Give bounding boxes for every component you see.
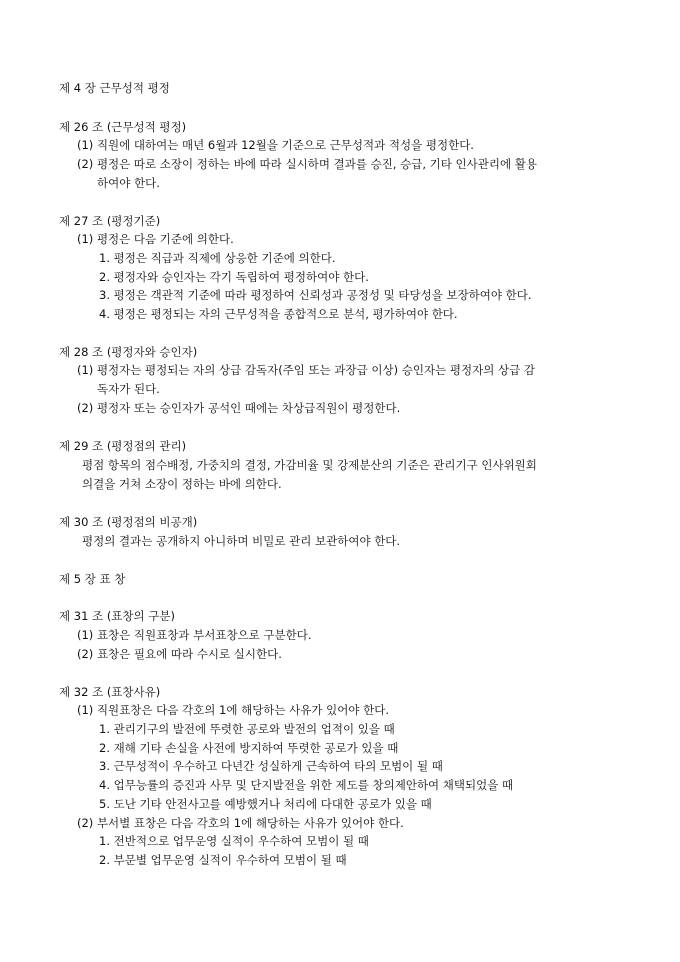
article-32-item-5: 5. 도난 기타 안전사고를 예방했거나 처리에 다대한 공로가 있을 때 <box>99 797 432 811</box>
article-26-title: 제 26 조 (근무성적 평정) <box>59 120 187 134</box>
article-26-para-2-cont: 하여야 한다. <box>97 176 160 190</box>
article-32-para-1: (1) 직원표창은 다음 각호의 1에 해당하는 사유가 있어야 한다. <box>77 703 390 717</box>
article-27-item-4: 4. 평정은 평정되는 자의 근무성적을 종합적으로 분석, 평가하여야 한다. <box>99 307 458 321</box>
article-31-para-2: (2) 표창은 필요에 따라 수시로 실시한다. <box>77 647 282 661</box>
chapter-5-heading: 제 5 장 표 창 <box>59 572 126 586</box>
article-32-item-4: 4. 업무능률의 증진과 사무 및 단지발전을 위한 제도를 창의제안하여 채택되었을 때 <box>99 778 514 792</box>
article-29-title: 제 29 조 (평정점의 관리) <box>59 439 187 453</box>
article-32-item-1: 1. 관리기구의 발전에 뚜렷한 공로와 발전의 업적이 있을 때 <box>99 722 395 736</box>
article-31-title: 제 31 조 (표창의 구분) <box>59 609 175 623</box>
article-32-dept-item-2: 2. 부문별 업무운영 실적이 우수하여 모범이 될 때 <box>99 853 347 867</box>
article-27-item-1: 1. 평정은 직급과 직제에 상응한 기준에 의한다. <box>99 251 336 265</box>
chapter-4-heading: 제 4 장 근무성적 평정 <box>59 81 170 95</box>
article-29-body: 평점 항목의 점수배정, 가중치의 결정, 가감비율 및 강제분산의 기준은 관리기구 인사위원회 <box>82 458 537 472</box>
article-32-item-3: 3. 근무성적이 우수하고 다년간 성실하게 근속하여 타의 모범이 될 때 <box>99 759 443 773</box>
article-28-para-1: (1) 평정자는 평정되는 자의 상급 감독자(주임 또는 과장급 이상) 승인자는 평정자의 상급 감 <box>77 363 535 377</box>
article-29-body-cont: 의결을 거쳐 소장이 정하는 바에 의한다. <box>82 477 282 491</box>
article-27-para-1: (1) 평정은 다음 기준에 의한다. <box>77 232 234 246</box>
article-27-item-3: 3. 평정은 객관적 기준에 따라 평정하여 신뢰성과 공정성 및 타당성을 보장하여야 한다. <box>99 288 532 302</box>
article-26-para-1: (1) 직원에 대하여는 매년 6월과 12월을 기준으로 근무성적과 적성을 평정한다. <box>77 138 474 152</box>
article-28-para-2: (2) 평정자 또는 승인자가 공석인 때에는 차상급직원이 평정한다. <box>77 401 401 415</box>
article-32-title: 제 32 조 (표창사유) <box>59 685 161 699</box>
article-30-title: 제 30 조 (평정점의 비공개) <box>59 515 198 529</box>
article-32-item-2: 2. 재해 기타 손실을 사전에 방지하여 뚜렷한 공로가 있을 때 <box>99 741 399 755</box>
article-31-para-1: (1) 표창은 직원표창과 부서표창으로 구분한다. <box>77 628 312 642</box>
article-26-para-2: (2) 평정은 따로 소장이 정하는 바에 따라 실시하며 결과를 승진, 승급, 기타 인사관리에 활용 <box>77 157 537 171</box>
article-32-dept-item-1: 1. 전반적으로 업무운영 실적이 우수하여 모범이 될 때 <box>99 834 369 848</box>
article-30-body: 평정의 결과는 공개하지 아니하며 비밀로 관리 보관하여야 한다. <box>82 534 401 548</box>
article-32-para-2: (2) 부서별 표창은 다음 각호의 1에 해당하는 사유가 있어야 한다. <box>77 816 404 830</box>
article-27-title: 제 27 조 (평정기준) <box>59 214 161 228</box>
article-27-item-2: 2. 평정자와 승인자는 각기 독립하여 평정하여야 한다. <box>99 270 369 284</box>
article-28-para-1-cont: 독자가 된다. <box>97 382 160 396</box>
article-28-title: 제 28 조 (평정자와 승인자) <box>59 345 198 359</box>
